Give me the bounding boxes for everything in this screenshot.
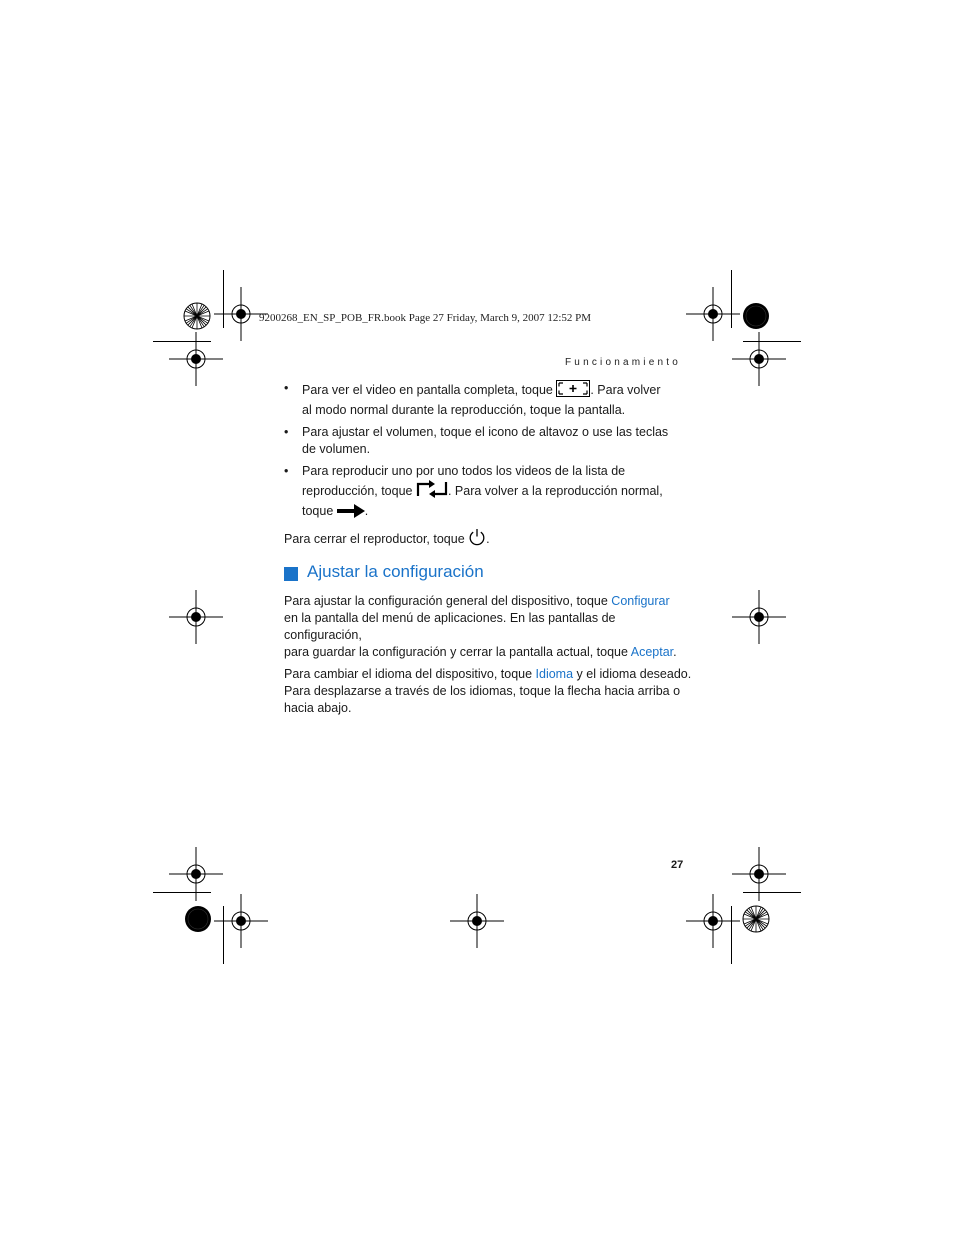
repeat-icon bbox=[416, 480, 448, 503]
language-paragraph: Para cambiar el idioma del dispositivo, toque Idioma y el idioma deseado. Para desplazarse a través de los idiomas, toque la flecha hacia arriba o hacia abajo. bbox=[284, 667, 692, 715]
list-item: • Para reproducir uno por uno todos los videos de la lista de reproducción, toque . Para volver a la reproducción normal, toque . bbox=[284, 463, 694, 523]
configurar-link: Configurar bbox=[611, 594, 670, 608]
settings-paragraph: Para ajustar la configuración general del dispositivo, toque Configurar en la pantalla del menú de aplicaciones. En las pantallas de configuración, para guardar la configuración y cerrar la pantalla actual, toque Aceptar. bbox=[284, 594, 677, 659]
list-item: • Para ver el video en pantalla completa, toque . Para volver al modo normal durante la reproducción, toque la pantalla. bbox=[284, 381, 661, 417]
arrow-right-icon bbox=[337, 504, 365, 523]
bullet-dot: • bbox=[284, 425, 289, 439]
section-title: Ajustar la configuración bbox=[307, 562, 484, 581]
aceptar-link: Aceptar bbox=[630, 645, 674, 659]
list-item: • Para ajustar el volumen, toque el icono de altavoz o use las teclas de volumen. bbox=[284, 425, 669, 456]
running-head: Funcionamiento bbox=[565, 357, 681, 368]
power-icon bbox=[468, 528, 486, 551]
page-content bbox=[284, 380, 694, 722]
page-number: 27 bbox=[671, 859, 684, 871]
idioma-link: Idioma bbox=[535, 667, 574, 681]
bullet-dot: • bbox=[284, 381, 289, 395]
bullet-text: Para ver el video en pantalla completa, toque bbox=[302, 383, 553, 397]
fullscreen-icon bbox=[556, 380, 590, 402]
print-slug: 9200268_EN_SP_POB_FR.book Page 27 Friday, March 9, 2007 12:52 PM bbox=[259, 312, 592, 324]
section-heading bbox=[284, 563, 694, 585]
close-player-text: Para cerrar el reproductor, toque . bbox=[284, 528, 694, 551]
bullet-dot: • bbox=[284, 464, 289, 478]
heading-square-icon bbox=[284, 567, 298, 581]
